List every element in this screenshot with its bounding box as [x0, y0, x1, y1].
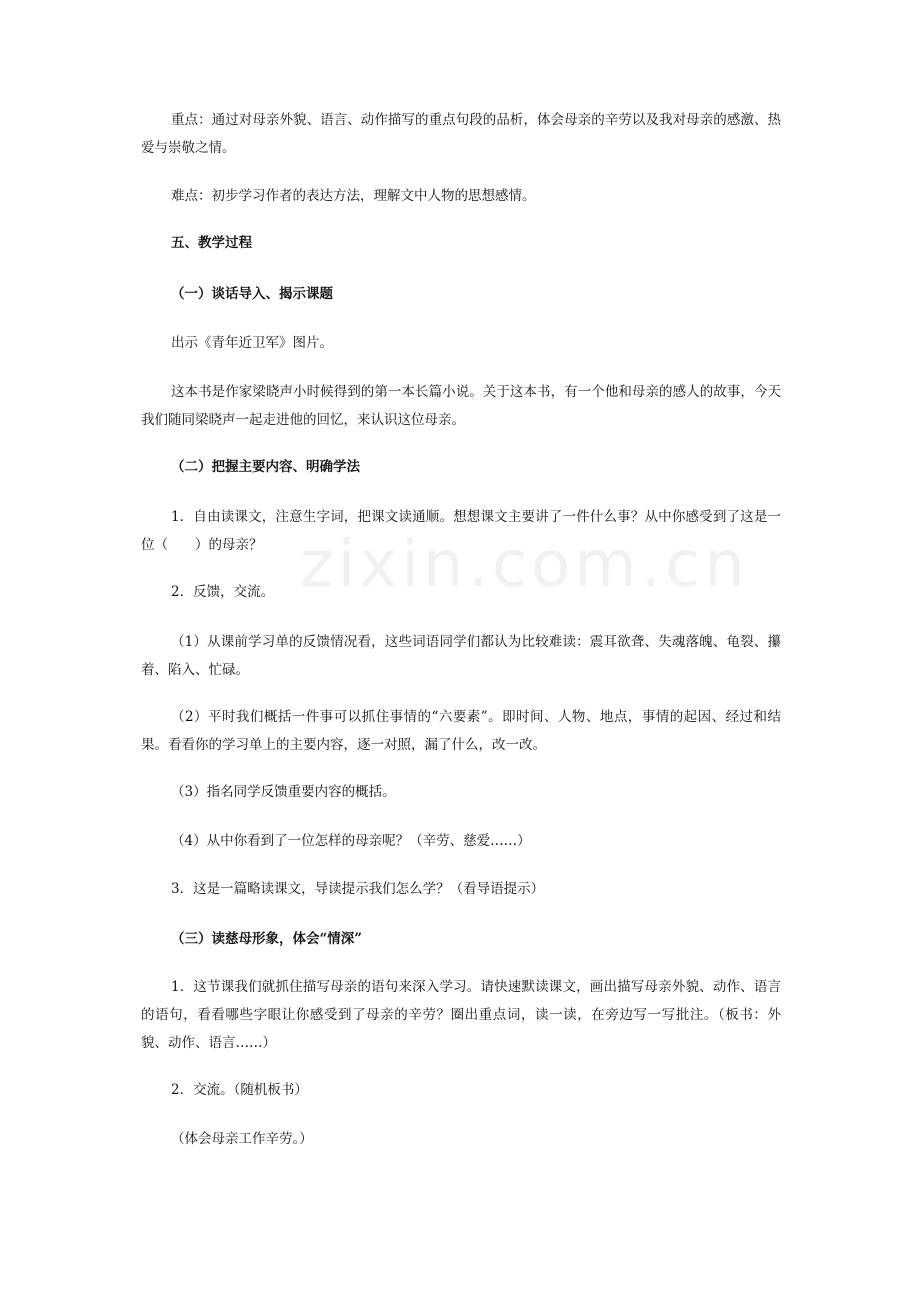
subsection-heading-3: （三）读慈母形象，体会“情深” — [171, 931, 363, 947]
paragraph-mother-work: （体会母亲工作辛劳。） — [171, 1131, 313, 1147]
difficulty-paragraph: 难点：初步学习作者的表达方法，理解文中人物的思想感情。 — [171, 188, 536, 204]
paragraph-sub-4: （4）从中你看到了一位怎样的母亲呢？（辛劳、慈爱……） — [171, 833, 531, 849]
paragraph-show-picture: 出示《青年近卫军》图片。 — [171, 335, 333, 351]
paragraph-intro-story: 这本书是作家梁晓声小时候得到的第一本长篇小说。关于这本书，有一个他和母亲的感人的故事，今天我们随同梁晓声一起走进他的回忆，来认识这位母亲。 — [141, 384, 781, 428]
key-point-paragraph: 重点：通过对母亲外貌、语言、动作描写的重点句段的品析，体会母亲的辛劳以及我对母亲的感激、热爱与崇敬之情。 — [141, 112, 781, 156]
paragraph-item-2: 2．反馈，交流。 — [171, 584, 275, 600]
paragraph-sub-2: （2）平时我们概括一件事可以抓住事情的“六要素”。即时间、人物、地点，事情的起因、经过和结果。看看你的学习单上的主要内容，逐一对照，漏了什么，改一改。 — [141, 709, 781, 753]
paragraph-sub-1: （1）从课前学习单的反馈情况看，这些词语同学们都认为比较难读：震耳欲聋、失魂落魄、龟裂、攥着、陷入、忙碌。 — [141, 634, 781, 678]
paragraph-reading-task: 1．这节课我们就抓住描写母亲的语句来深入学习。请快速默读课文，画出描写母亲外貌、动作、语言的语句，看看哪些字眼让你感受到了母亲的辛劳？圈出重点词，读一读，在旁边写一写批注。（板书：外貌、动作、语言……） — [141, 979, 781, 1051]
paragraph-item-1: 1．自由读课文，注意生字词，把课文读通顺。想想课文主要讲了一件什么事？从中你感受到了这是一位（ ）的母亲？ — [141, 509, 781, 553]
paragraph-item-3: 3．这是一篇略读课文，导读提示我们怎么学？（看导语提示） — [171, 881, 545, 897]
paragraph-exchange: 2．交流。（随机板书） — [171, 1082, 308, 1098]
subsection-heading-1: （一）谈话导入、揭示课题 — [171, 286, 333, 302]
section-heading-teaching-process: 五、教学过程 — [171, 235, 252, 251]
subsection-heading-2: （二）把握主要内容、明确学法 — [171, 459, 360, 475]
paragraph-sub-3: （3）指名同学反馈重要内容的概括。 — [171, 784, 396, 800]
watermark-logo: zixin.com.cn — [300, 528, 749, 602]
